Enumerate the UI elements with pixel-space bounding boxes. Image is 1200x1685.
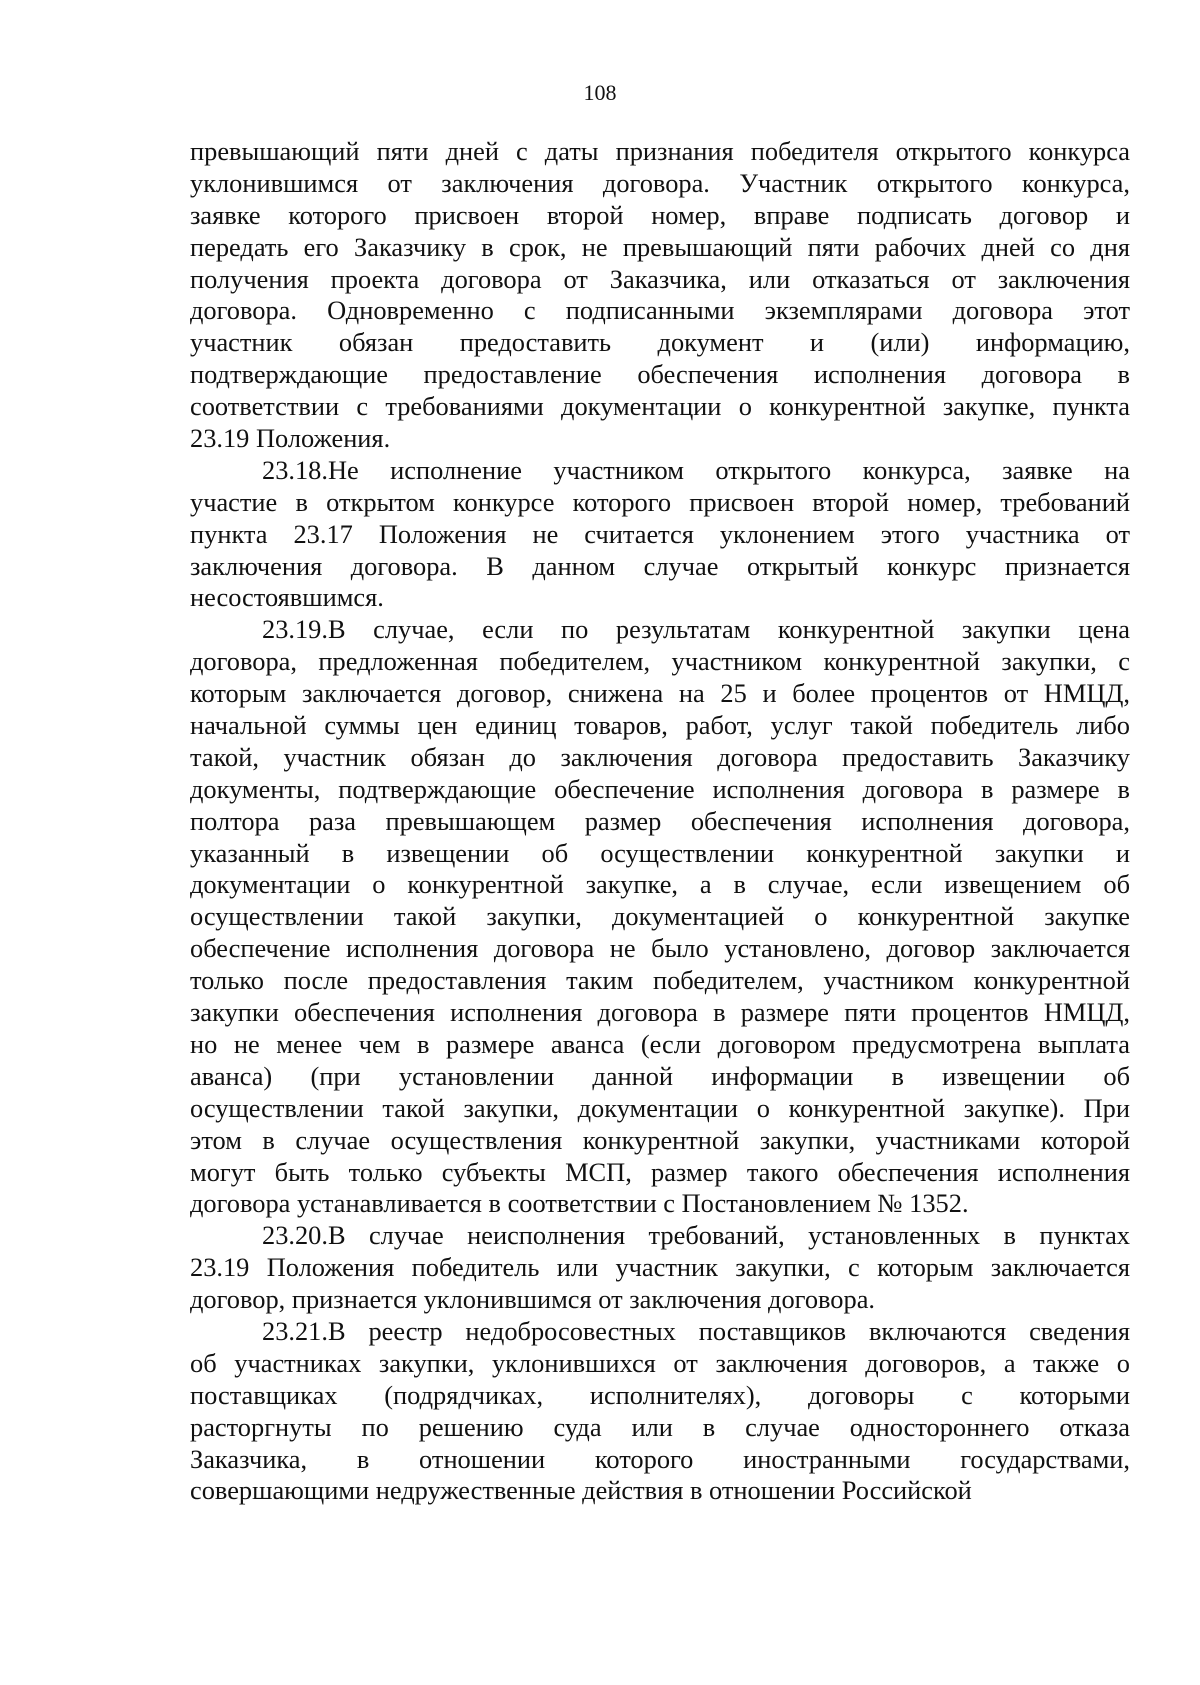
text-line: осуществлении такой закупки, документацией о конкурентной закупке: [190, 901, 1130, 932]
text-line: 23.19 Положения.: [190, 423, 391, 454]
text-line: поставщиках (подрядчиках, исполнителях), договоры с которыми: [190, 1379, 1130, 1410]
text-line: этом в случае осуществления конкурентной закупки, участниками которой: [190, 1124, 1130, 1155]
text-line: несостоявшимся.: [190, 582, 384, 613]
text-line: расторгнуты по решению суда или в случае одностороннего отказа: [190, 1411, 1130, 1442]
text-line: указанный в извещении об осуществлении конкурентной закупки и: [190, 837, 1130, 868]
text-line: могут быть только субъекты МСП, размер такого обеспечения исполнения: [190, 1156, 1130, 1187]
text-line: соответствии с требованиями документации о конкурентной закупке, пункта: [190, 391, 1130, 422]
text-line: договор, признается уклонившимся от заключения договора.: [190, 1284, 876, 1315]
text-line: превышающий пяти дней с даты признания победителя открытого конкурса: [190, 136, 1130, 166]
text-line: пункта 23.17 Положения не считается уклонением этого участника от: [190, 518, 1130, 549]
text-line: только после предоставления таким победителем, участником конкурентной: [190, 965, 1130, 996]
text-line: 23.19 Положения победитель или участник закупки, с которым заключается: [190, 1252, 1130, 1283]
text-line: обеспечение исполнения договора не было установлено, договор заключается: [190, 933, 1130, 964]
text-line: договора, предложенная победителем, участником конкурентной закупки, с: [190, 646, 1130, 677]
text-line: об участниках закупки, уклонившихся от заключения договоров, а также о: [190, 1347, 1130, 1378]
text-line: аванса) (при установлении данной информации в извещении об: [190, 1060, 1130, 1091]
text-line: документации о конкурентной закупке, а в случае, если извещением об: [190, 869, 1130, 900]
text-line: уклонившимся от заключения договора. Участник открытого конкурса,: [190, 167, 1130, 198]
text-line: заключения договора. В данном случае открытый конкурс признается: [190, 550, 1130, 581]
text-line: 23.21.В реестр недобросовестных поставщиков включаются сведения: [262, 1315, 1130, 1346]
text-line: Заказчика, в отношении которого иностранными государствами,: [190, 1443, 1130, 1474]
text-line: 23.20.В случае неисполнения требований, установленных в пунктах: [262, 1220, 1130, 1251]
text-line: документы, подтверждающие обеспечение исполнения договора в размере в: [190, 773, 1130, 804]
text-line: совершающими недружественные действия в отношении Российской: [190, 1475, 972, 1506]
text-line: полтора раза превышающем размер обеспечения исполнения договора,: [190, 805, 1130, 836]
text-line: которым заключается договор, снижена на 25 и более процентов от НМЦД,: [190, 678, 1130, 709]
text-line: подтверждающие предоставление обеспечения исполнения договора в: [190, 359, 1130, 390]
page-number: 108: [583, 80, 617, 105]
text-line: заявке которого присвоен второй номер, вправе подписать договор и: [190, 199, 1130, 230]
text-line: 23.18.Не исполнение участником открытого конкурса, заявке на: [262, 454, 1130, 485]
text-line: договора. Одновременно с подписанными экземплярами договора этот: [190, 295, 1130, 326]
text-line: закупки обеспечения исполнения договора в размере пяти процентов НМЦД,: [190, 997, 1130, 1028]
text-line: такой, участник обязан до заключения договора предоставить Заказчику: [190, 741, 1130, 772]
text-line: начальной суммы цен единиц товаров, работ, услуг такой победитель либо: [190, 710, 1130, 741]
text-line: передать его Заказчику в срок, не превышающий пяти рабочих дней со дня: [190, 231, 1130, 262]
text-line: но не менее чем в размере аванса (если договором предусмотрена выплата: [190, 1028, 1130, 1059]
text-line: 23.19.В случае, если по результатам конкурентной закупки цена: [262, 614, 1130, 645]
text-line: осуществлении такой закупки, документации о конкурентной закупке). При: [190, 1092, 1130, 1123]
text-line: договора устанавливается в соответствии с Постановлением № 1352.: [190, 1188, 969, 1219]
text-line: участие в открытом конкурсе которого присвоен второй номер, требований: [190, 486, 1130, 517]
text-line: участник обязан предоставить документ и (или) информацию,: [190, 327, 1130, 358]
text-line: получения проекта договора от Заказчика, или отказаться от заключения: [190, 263, 1130, 294]
document-body: [190, 136, 1130, 1507]
